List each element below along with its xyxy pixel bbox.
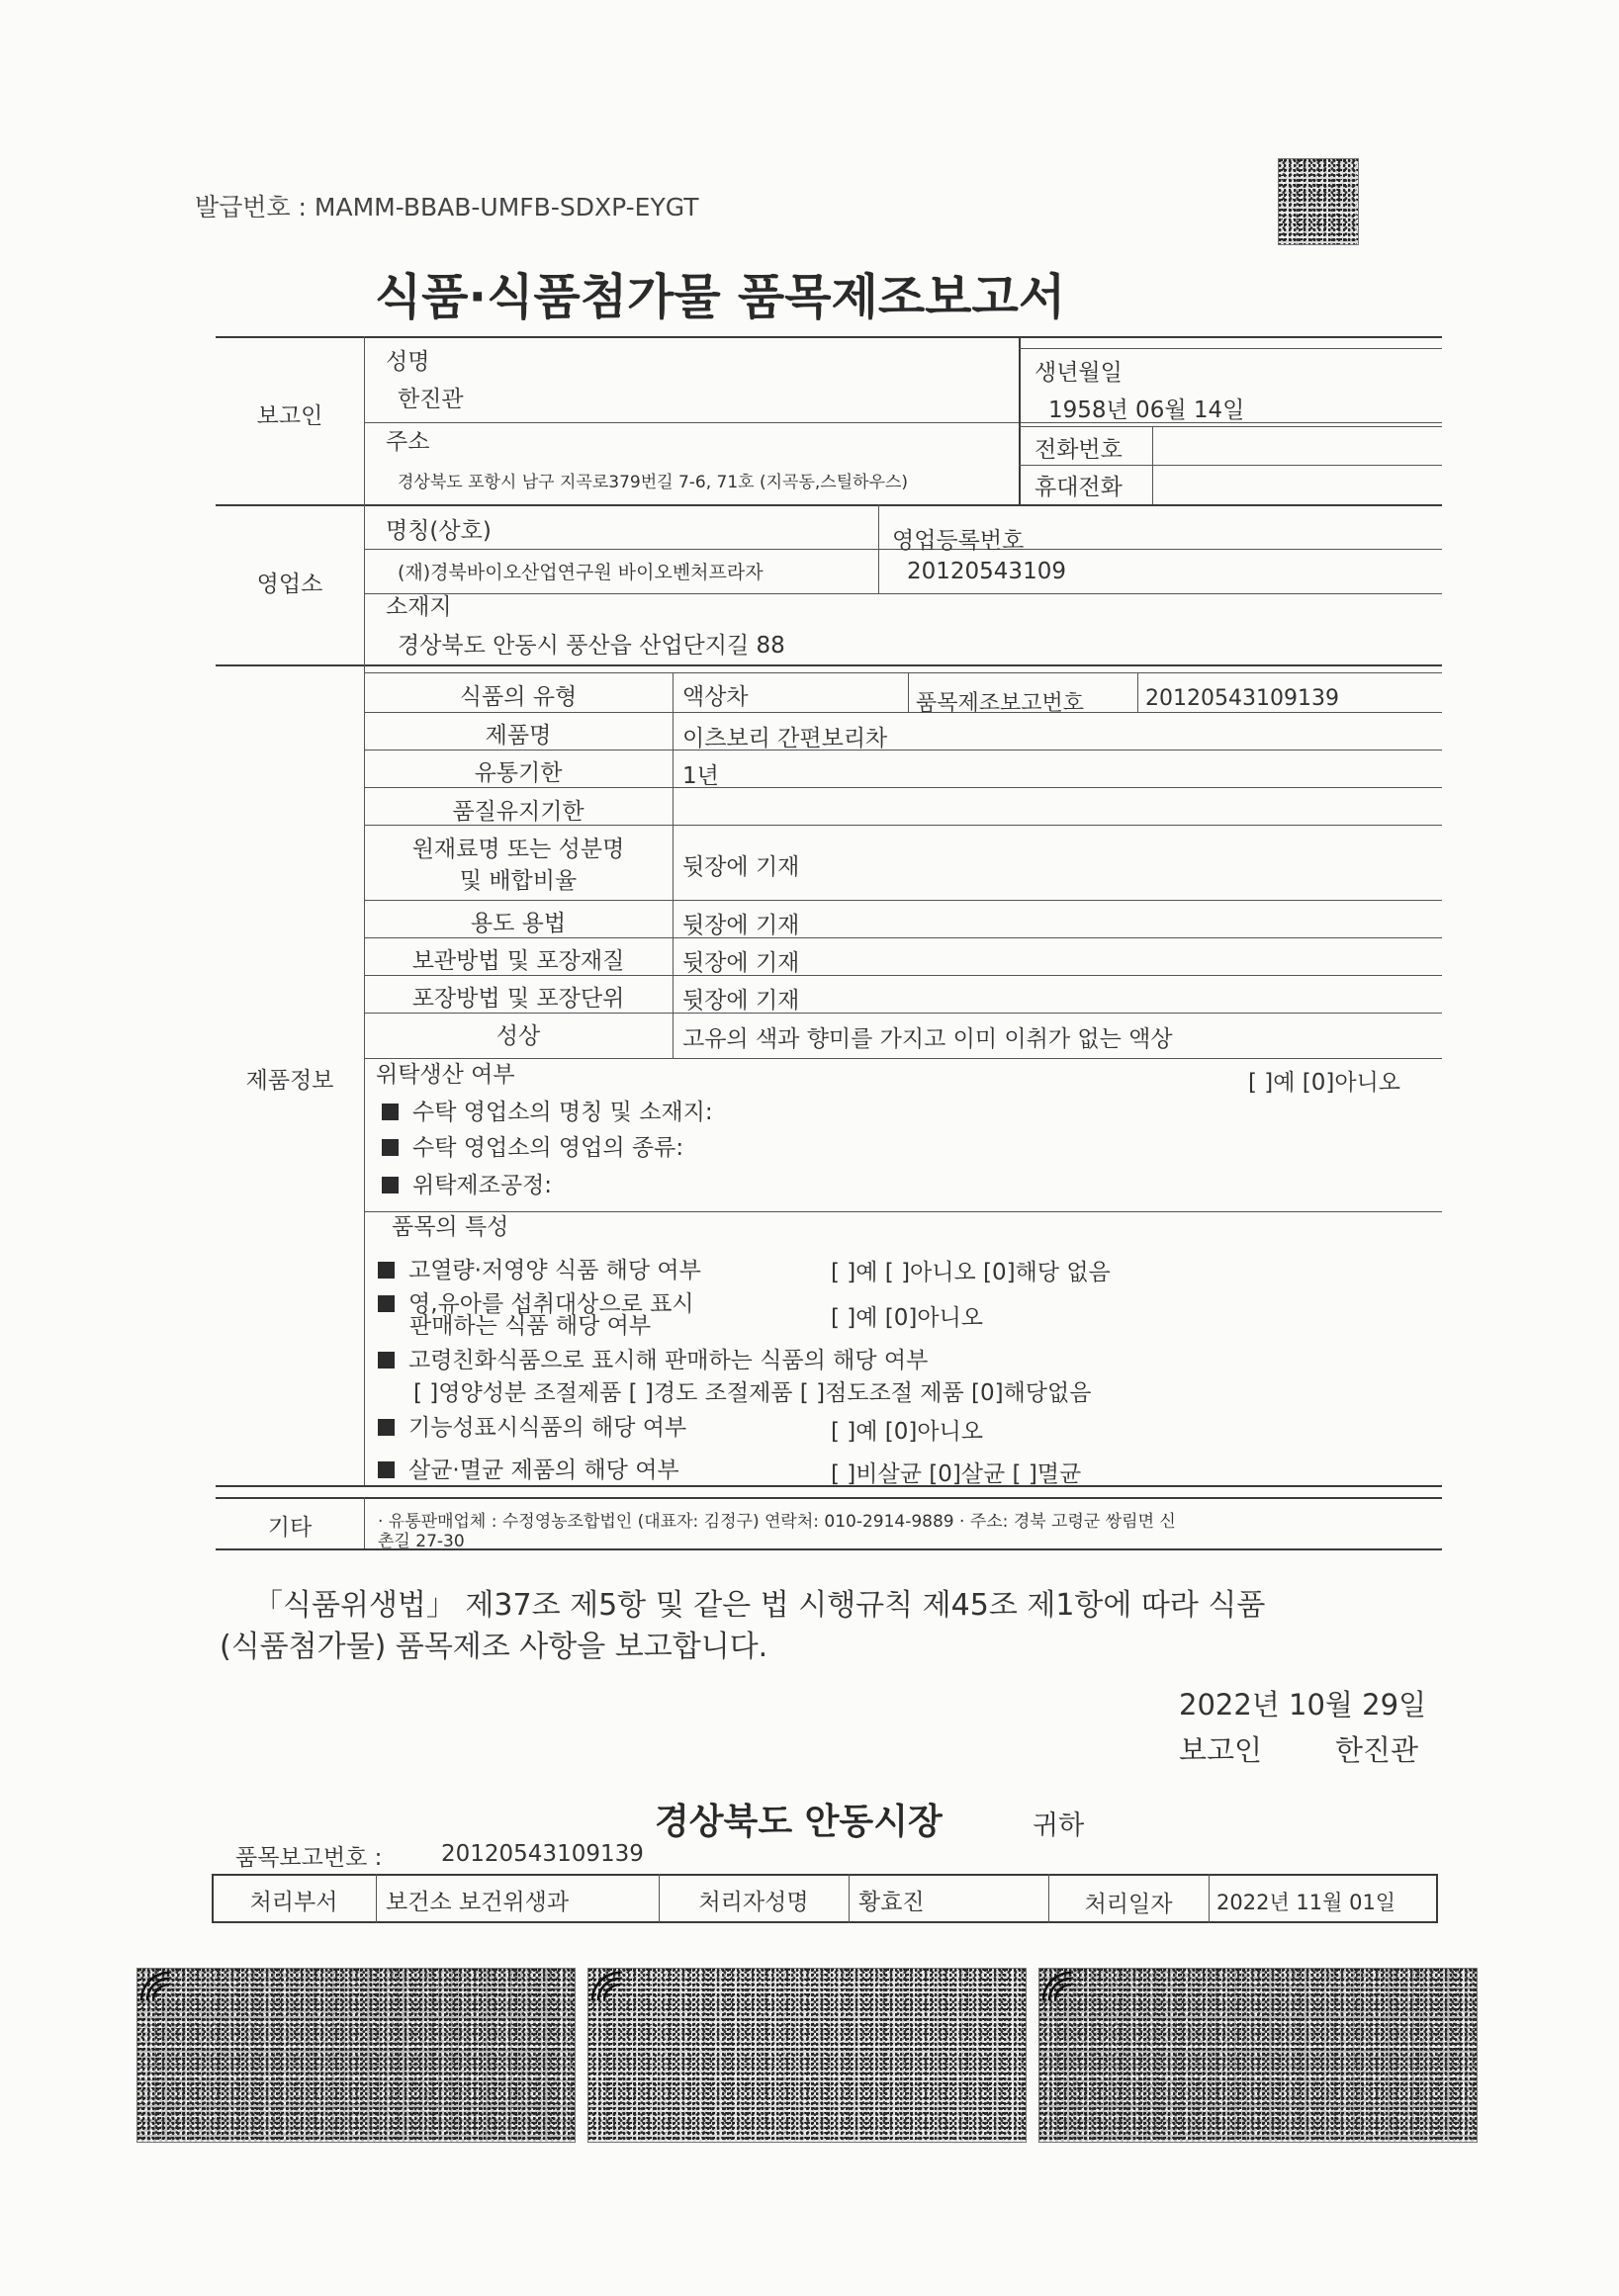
feature-answer: [ ]예 [0]아니오	[831, 1305, 984, 1331]
address-label: 주소	[386, 429, 430, 455]
feature-answer: [ ]예 [0]아니오	[831, 1419, 984, 1445]
page-title: 식품·식품첨가물 품목제조보고서	[374, 269, 1066, 325]
issue-number: 발급번호 : MAMM-BBAB-UMFB-SDXP-EYGT	[195, 193, 699, 221]
business-section-label: 영업소	[256, 572, 323, 597]
handler-label: 처리자성명	[698, 1890, 809, 1915]
business-name-label: 명칭(상호)	[386, 518, 492, 544]
feature-question-cont: 판매하는 식품 해당 여부	[409, 1313, 652, 1339]
security-barcode-3	[1038, 1968, 1478, 2143]
dept-value: 보건소 보건위생과	[386, 1890, 570, 1915]
proc-date-label: 처리일자	[1084, 1892, 1173, 1917]
bullet-square-icon	[382, 1177, 399, 1193]
birth-label: 생년월일	[1034, 360, 1123, 386]
name-label: 성명	[386, 349, 430, 375]
product-name: 이츠보리 간편보리차	[682, 726, 888, 751]
security-barcode-2	[587, 1968, 1027, 2143]
product-name-label: 제품명	[485, 723, 552, 749]
handler-value: 황효진	[858, 1890, 925, 1915]
bullet-square-icon	[378, 1262, 395, 1279]
product-section-label: 제품정보	[245, 1068, 334, 1094]
security-barcode-1	[136, 1968, 576, 2143]
feature-question: 영,유아를 섭취대상으로 표시	[378, 1285, 694, 1318]
etc-line1: · 유통판매업체 : 수정영농조합법인 (대표자: 김정구) 연락처: 010-2914-9889 · 주소: 경북 고령군 쌍림면 신	[378, 1512, 1176, 1532]
ingredients-label-line2: 및 배합비율	[459, 868, 578, 894]
qr-code	[1278, 158, 1359, 245]
usage: 뒷장에 기재	[682, 913, 800, 938]
reg-label: 영업등록번호	[892, 528, 1025, 554]
bullet-square-icon	[382, 1139, 399, 1156]
reg-number: 20120543109	[907, 559, 1066, 584]
bullet-square-icon	[378, 1419, 395, 1436]
statement-line1: 「식품위생법」 제37조 제5항 및 같은 법 시행규칙 제45조 제1항에 따라 식품	[253, 1588, 1266, 1623]
etc-label: 기타	[267, 1515, 313, 1541]
reporter-address: 경상북도 포항시 남구 지곡로379번길 7-6, 71호 (지곡동,스틸하우스)	[398, 473, 909, 492]
etc-line2: 촌길 27-30	[378, 1532, 465, 1551]
feature-answer: [ ]비살균 [0]살균 [ ]멸균	[831, 1461, 1082, 1487]
mobile-label: 휴대전화	[1034, 475, 1123, 500]
usage-label: 용도 용법	[470, 911, 567, 936]
storage: 뒷장에 기재	[682, 950, 800, 976]
corner-mark-icon	[1041, 1971, 1075, 2004]
shelf-life-label: 유통기한	[474, 760, 563, 786]
bullet-square-icon	[378, 1461, 395, 1478]
signer-name: 한진관	[1335, 1733, 1419, 1767]
dept-label: 처리부서	[249, 1890, 338, 1915]
bullet-square-icon	[378, 1352, 395, 1369]
business-name: (재)경북바이오산업연구원 바이오벤처프라자	[398, 562, 764, 583]
location-label: 소재지	[386, 594, 452, 620]
features-label: 품목의 특성	[392, 1214, 509, 1240]
consign-item: 위탁제조공정:	[382, 1167, 552, 1199]
storage-label: 보관방법 및 포장재질	[411, 948, 625, 974]
bullet-square-icon	[382, 1104, 399, 1120]
reporter-name: 한진관	[398, 387, 464, 412]
report-number: 20120543109139	[1145, 686, 1339, 711]
proc-date-value: 2022년 11월 01일	[1216, 1891, 1396, 1914]
consign-value: [ ]예 [0]아니오	[1248, 1070, 1401, 1096]
bullet-square-icon	[378, 1295, 395, 1312]
birth-date: 1958년 06월 14일	[1048, 397, 1245, 423]
consign-item: 수탁 영업소의 영업의 종류:	[382, 1129, 683, 1162]
consign-label: 위탁생산 여부	[376, 1062, 515, 1088]
business-location: 경상북도 안동시 풍산읍 산업단지길 88	[398, 633, 785, 659]
ingredients-label-line1: 원재료명 또는 성분명	[411, 837, 625, 862]
food-type: 액상차	[682, 684, 749, 710]
ingredients: 뒷장에 기재	[682, 854, 800, 880]
footer-report-number-label: 품목보고번호 :	[235, 1845, 383, 1871]
footer-report-number: 20120543109139	[441, 1841, 644, 1867]
statement-line2: (식품첨가물) 품목제조 사항을 보고합니다.	[220, 1630, 768, 1664]
feature-answer: [ ]예 [ ]아니오 [0]해당 없음	[831, 1260, 1111, 1285]
packing: 뒷장에 기재	[682, 988, 800, 1014]
quality-period-label: 품질유지기한	[452, 799, 585, 825]
character-label: 성상	[495, 1023, 541, 1049]
recipient-suffix: 귀하	[1033, 1810, 1085, 1841]
signer-label: 보고인	[1179, 1733, 1263, 1767]
report-number-label: 품목제조보고번호	[916, 691, 1085, 716]
packing-label: 포장방법 및 포장단위	[411, 986, 625, 1012]
food-type-label: 식품의 유형	[459, 684, 578, 710]
recipient: 경상북도 안동시장	[655, 1802, 943, 1842]
corner-mark-icon	[139, 1971, 173, 2004]
reporter-section-label: 보고인	[256, 403, 323, 429]
character: 고유의 색과 향미를 가지고 이미 이취가 없는 액상	[682, 1026, 1173, 1052]
corner-mark-icon	[590, 1971, 624, 2004]
feature-question: 살균·멸균 제품의 해당 여부	[378, 1452, 679, 1484]
shelf-life: 1년	[682, 763, 719, 789]
feature-answer: [ ]영양성분 조절제품 [ ]경도 조절제품 [ ]점도조절 제품 [0]해당없음	[413, 1380, 1092, 1406]
phone-label: 전화번호	[1034, 437, 1123, 463]
report-date: 2022년 10월 29일	[1179, 1688, 1427, 1722]
consign-item: 수탁 영업소의 명칭 및 소재지:	[382, 1094, 713, 1126]
feature-question: 고령친화식품으로 표시해 판매하는 식품의 해당 여부	[378, 1342, 928, 1374]
feature-question: 고열량·저영양 식품 해당 여부	[378, 1252, 701, 1284]
feature-question: 기능성표시식품의 해당 여부	[378, 1409, 686, 1442]
